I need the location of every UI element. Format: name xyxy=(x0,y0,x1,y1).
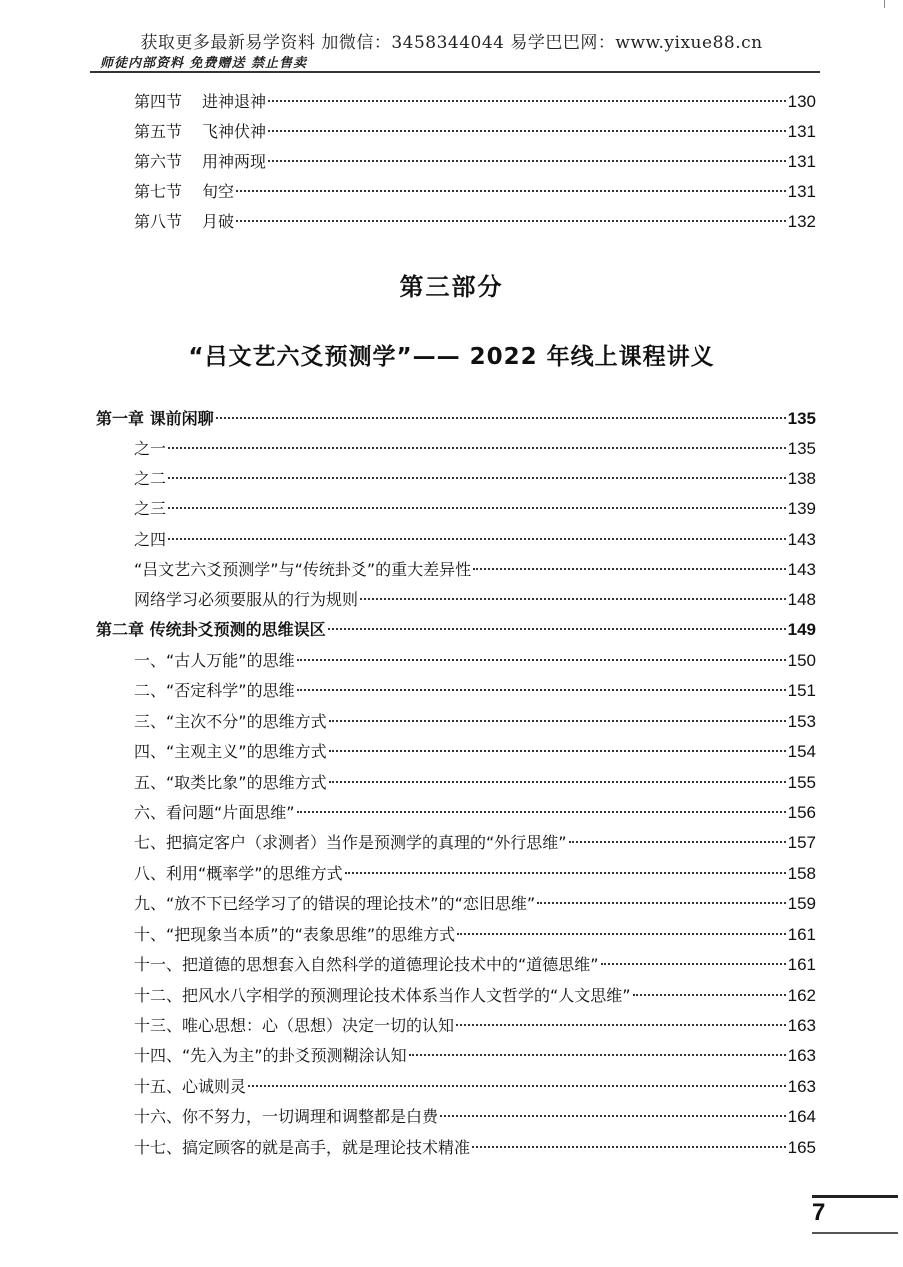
page-ref: 161 xyxy=(787,925,816,944)
entry-title: 六、看问题“片面思维” xyxy=(134,803,295,822)
entry-title: 之一 xyxy=(134,439,167,458)
entry-title: 十六、你不努力，一切调理和调整都是白费 xyxy=(134,1107,439,1126)
entry-title: 之二 xyxy=(134,469,167,488)
toc-entry[interactable] xyxy=(134,954,816,976)
leader-dots xyxy=(328,628,786,630)
leader-dots xyxy=(297,659,786,661)
leader-dots xyxy=(329,750,786,752)
section-number: 第四节 xyxy=(134,92,183,111)
entry-title: 十一、把道德的思想套入自然科学的道德理论技术中的“道德思维” xyxy=(134,955,599,974)
course-title: “吕文艺六爻预测学”—— 2022 年线上课程讲义 xyxy=(188,344,715,370)
toc-entry[interactable] xyxy=(134,680,816,702)
page-ref: 162 xyxy=(787,986,816,1005)
section-title: 进神退神 xyxy=(202,92,267,111)
leader-dots xyxy=(472,1146,786,1148)
scan-corner-mark xyxy=(884,0,899,8)
page-ref: 143 xyxy=(787,530,816,549)
page-ref: 135 xyxy=(787,439,816,458)
toc-entry[interactable] xyxy=(134,498,816,520)
page-ref: 132 xyxy=(787,212,816,231)
page-ref: 139 xyxy=(787,499,816,518)
leader-dots xyxy=(168,477,786,479)
toc-entry[interactable] xyxy=(134,741,816,763)
page-ref: 131 xyxy=(787,182,816,201)
page-ref: 163 xyxy=(787,1046,816,1065)
page-number: 7 xyxy=(812,1199,826,1226)
page-ref: 130 xyxy=(787,92,816,111)
page-ref: 154 xyxy=(787,742,816,761)
entry-title: 五、“取类比象”的思维方式 xyxy=(134,773,327,792)
part-title: 第三部分 xyxy=(399,273,504,301)
toc-entry[interactable] xyxy=(134,211,816,233)
leader-dots xyxy=(268,130,786,132)
toc-entry[interactable] xyxy=(134,1106,816,1128)
page-ref: 149 xyxy=(787,620,816,639)
entry-title: 一、“古人万能”的思维 xyxy=(134,651,295,670)
leader-dots xyxy=(248,1085,786,1087)
page-ref: 151 xyxy=(787,681,816,700)
entry-title: “吕文艺六爻预测学”与“传统卦爻”的重大差异性 xyxy=(134,560,472,579)
entry-title: 十四、“先入为主”的卦爻预测糊涂认知 xyxy=(134,1046,407,1065)
section-number: 第八节 xyxy=(134,212,183,231)
entry-title: 十五、心诚则灵 xyxy=(134,1077,247,1096)
page-ref: 155 xyxy=(787,773,816,792)
section-number: 第六节 xyxy=(134,152,183,171)
entry-title: 十三、唯心思想：心（思想）决定一切的认知 xyxy=(134,1016,455,1035)
footer-rule xyxy=(812,1195,898,1198)
chapter-entry[interactable] xyxy=(96,408,816,430)
entry-title: 网络学习必须要服从的行为规则 xyxy=(134,590,359,609)
toc-entry[interactable] xyxy=(134,151,816,173)
toc-entry[interactable] xyxy=(134,1015,816,1037)
page-ref: 164 xyxy=(787,1107,816,1126)
entry-title: 七、把搞定客户（求测者）当作是预测学的真理的“外行思维” xyxy=(134,833,567,852)
leader-dots xyxy=(168,447,786,449)
page-ref: 131 xyxy=(787,122,816,141)
page-ref: 153 xyxy=(787,712,816,731)
entry-title: 四、“主观主义”的思维方式 xyxy=(134,742,327,761)
toc-entry[interactable] xyxy=(134,559,816,581)
toc-entry[interactable] xyxy=(134,650,816,672)
entry-title: 八、利用“概率学”的思维方式 xyxy=(134,864,343,883)
page-ref: 159 xyxy=(787,894,816,913)
entry-title: 之三 xyxy=(134,499,167,518)
toc-entry[interactable] xyxy=(134,91,816,113)
toc-entry[interactable] xyxy=(134,772,816,794)
section-title: 旬空 xyxy=(202,182,235,201)
footer-rule-bottom xyxy=(812,1232,898,1234)
toc-entry[interactable] xyxy=(134,863,816,885)
leader-dots xyxy=(297,689,786,691)
leader-dots xyxy=(569,841,786,843)
leader-dots xyxy=(409,1054,786,1056)
page-ref: 163 xyxy=(787,1077,816,1096)
toc-entry[interactable] xyxy=(134,711,816,733)
leader-dots xyxy=(360,598,786,600)
toc-entry[interactable] xyxy=(134,529,816,551)
page-ref: 143 xyxy=(787,560,816,579)
leader-dots xyxy=(329,781,786,783)
page-ref: 161 xyxy=(787,955,816,974)
toc-entry[interactable] xyxy=(134,589,816,611)
section-title: 飞神伏神 xyxy=(202,122,267,141)
section-number: 第五节 xyxy=(134,122,183,141)
toc-entry[interactable] xyxy=(134,1045,816,1067)
page-ref: 156 xyxy=(787,803,816,822)
header-subtitle: 师徒内部资料 免费赠送 禁止售卖 xyxy=(100,56,308,71)
toc-entry[interactable] xyxy=(134,893,816,915)
leader-dots xyxy=(236,190,786,192)
toc-entry[interactable] xyxy=(134,1076,816,1098)
leader-dots xyxy=(345,872,786,874)
leader-dots xyxy=(601,963,786,965)
page-ref: 138 xyxy=(787,469,816,488)
toc-entry[interactable] xyxy=(134,1137,816,1159)
leader-dots xyxy=(633,994,786,996)
leader-dots xyxy=(473,568,785,570)
chapter-title: 第二章 传统卦爻预测的思维误区 xyxy=(96,620,326,639)
entry-title: 三、“主次不分”的思维方式 xyxy=(134,712,327,731)
leader-dots xyxy=(537,902,785,904)
leader-dots xyxy=(457,933,785,935)
leader-dots xyxy=(168,507,786,509)
toc-entry[interactable] xyxy=(134,985,816,1007)
page-ref: 158 xyxy=(787,864,816,883)
leader-dots xyxy=(236,220,786,222)
leader-dots xyxy=(268,160,786,162)
entry-title: 之四 xyxy=(134,530,167,549)
leader-dots xyxy=(456,1024,786,1026)
page-ref: 131 xyxy=(787,152,816,171)
leader-dots xyxy=(216,417,786,419)
leader-dots xyxy=(297,811,786,813)
toc-entry[interactable] xyxy=(134,802,816,824)
leader-dots xyxy=(268,100,786,102)
leader-dots xyxy=(329,720,786,722)
header-banner: 获取更多最新易学资料 加微信：3458344044 易学巴巴网：www.yixue88.cn xyxy=(140,33,763,53)
entry-title: 二、“否定科学”的思维 xyxy=(134,681,295,700)
toc-entry[interactable] xyxy=(134,832,816,854)
leader-dots xyxy=(440,1115,786,1117)
leader-dots xyxy=(168,538,786,540)
section-number: 第七节 xyxy=(134,182,183,201)
page-ref: 135 xyxy=(787,409,816,428)
page-ref: 150 xyxy=(787,651,816,670)
toc-entry[interactable] xyxy=(134,924,816,946)
toc-entry[interactable] xyxy=(134,121,816,143)
entry-title: 十七、搞定顾客的就是高手，就是理论技术精准 xyxy=(134,1138,471,1157)
section-title: 用神两现 xyxy=(202,152,267,171)
page-ref: 163 xyxy=(787,1016,816,1035)
toc-entry[interactable] xyxy=(134,468,816,490)
page-ref: 165 xyxy=(787,1138,816,1157)
toc-entry[interactable] xyxy=(134,438,816,460)
page-ref: 148 xyxy=(787,590,816,609)
entry-title: 九、“放不下已经学习了的错误的理论技术”的“恋旧思维” xyxy=(134,894,536,913)
entry-title: 十、“把现象当本质”的“表象思维”的思维方式 xyxy=(134,925,456,944)
entry-title: 十二、把风水八字相学的预测理论技术体系当作人文哲学的“人文思维” xyxy=(134,986,631,1005)
chapter-entry[interactable] xyxy=(96,619,816,641)
header-rule xyxy=(90,71,820,73)
section-title: 月破 xyxy=(202,212,235,231)
toc-entry[interactable] xyxy=(134,181,816,203)
chapter-title: 第一章 课前闲聊 xyxy=(96,409,214,428)
page-ref: 157 xyxy=(787,833,816,852)
